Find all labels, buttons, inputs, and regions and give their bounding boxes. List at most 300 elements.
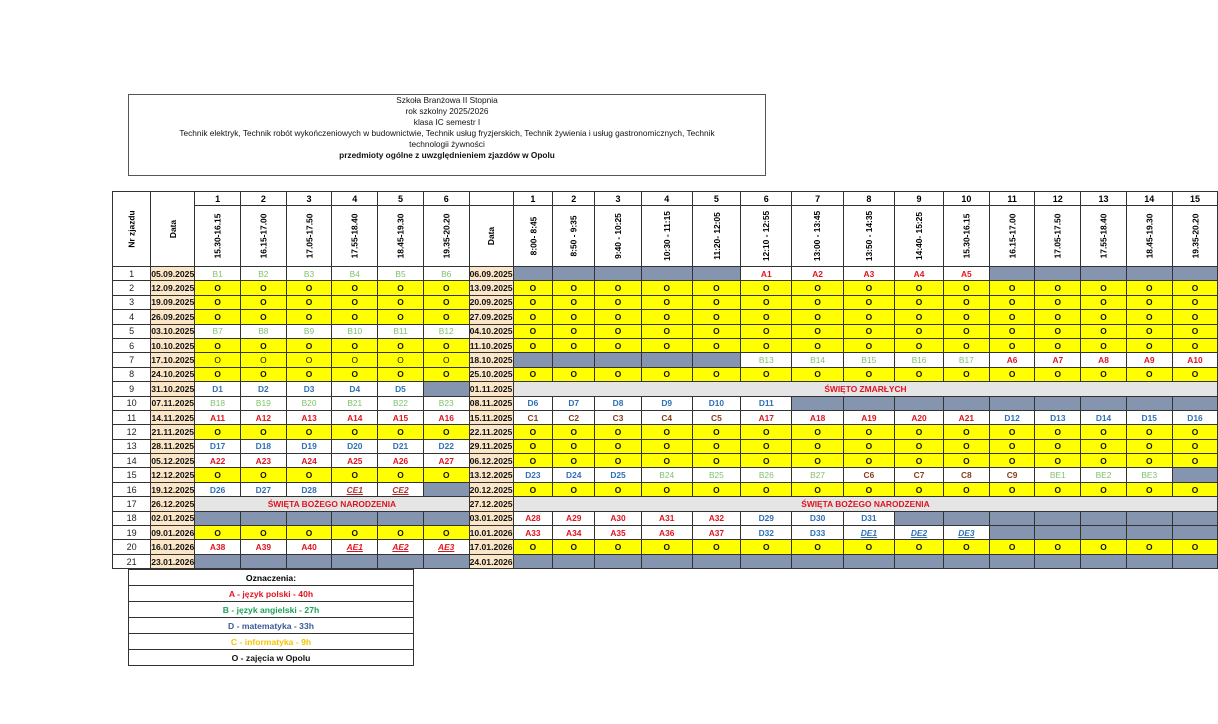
lesson-cell: O [944,425,990,439]
lesson-cell: O [1035,425,1081,439]
lesson-cell: O [513,324,553,338]
lesson-cell: O [1172,295,1218,309]
row-number: 9 [113,382,151,396]
lesson-cell: CE2 [378,482,424,496]
fri-slot-time-label: 17.05-17.50 [304,213,315,259]
lesson-cell: B14 [792,353,843,367]
lesson-cell: O [1172,338,1218,352]
lesson-cell: O [1081,367,1127,381]
empty-slot [553,353,595,367]
lesson-cell: O [989,281,1035,295]
empty-slot [595,353,642,367]
lesson-cell: B6 [423,267,469,281]
lesson-cell: O [792,324,843,338]
lesson-cell: O [792,338,843,352]
lesson-cell: O [1172,540,1218,554]
lesson-cell: O [378,338,424,352]
lesson-cell: A29 [553,511,595,525]
lesson-cell: O [692,338,741,352]
lesson-cell: D23 [513,468,553,482]
lesson-cell: A17 [741,410,792,424]
sat-slot-time [553,206,595,267]
lesson-cell: O [692,482,741,496]
header-times-row [113,206,1218,267]
row-number: 17 [113,497,151,511]
lesson-cell: C6 [843,468,894,482]
saturday-date: 13.12.2025 [469,468,513,482]
lesson-cell: B22 [378,396,424,410]
lesson-cell: D27 [240,482,286,496]
lesson-cell: B2 [240,267,286,281]
sat-slot-number: 15 [1172,192,1218,206]
table-row [113,367,1218,381]
fri-slot-time [240,206,286,267]
sat-slot-time [944,206,990,267]
empty-slot [553,554,595,568]
lesson-cell: CE1 [332,482,378,496]
lesson-cell: O [1172,310,1218,324]
lesson-cell: A3 [843,267,894,281]
table-row [113,497,1218,511]
friday-date: 03.10.2025 [151,324,195,338]
sat-slot-time [792,206,843,267]
lesson-cell: O [1126,367,1172,381]
lesson-cell: BE2 [1081,468,1127,482]
lesson-cell: O [1035,367,1081,381]
lesson-cell: O [553,338,595,352]
lesson-cell: O [641,338,692,352]
lesson-cell: O [692,281,741,295]
row-number: 7 [113,353,151,367]
lesson-cell: D14 [1081,410,1127,424]
table-row [113,267,1218,281]
empty-slot [1172,396,1218,410]
lesson-cell: O [595,367,642,381]
lesson-cell: B20 [286,396,332,410]
lesson-cell: O [1172,454,1218,468]
empty-slot [741,554,792,568]
friday-date: 23.01.2026 [151,554,195,568]
lesson-cell: D33 [792,526,843,540]
lesson-cell: O [553,367,595,381]
lesson-cell: O [843,540,894,554]
lesson-cell: D29 [741,511,792,525]
empty-slot [792,554,843,568]
lesson-cell: B27 [792,468,843,482]
lesson-cell: D21 [378,439,424,453]
lesson-cell: O [641,310,692,324]
lesson-cell: O [423,295,469,309]
lesson-cell: O [895,540,944,554]
lesson-cell: A23 [240,454,286,468]
saturday-date: 15.11.2025 [469,410,513,424]
lesson-cell: B17 [944,353,990,367]
table-row [113,511,1218,525]
saturday-date: 01.11.2025 [469,382,513,396]
saturday-date: 10.01.2026 [469,526,513,540]
empty-slot [843,554,894,568]
saturday-date: 27.12.2025 [469,497,513,511]
table-row [113,554,1218,568]
empty-slot [423,554,469,568]
empty-slot [1172,526,1218,540]
empty-slot [513,267,553,281]
lesson-cell: B24 [641,468,692,482]
empty-slot [1035,396,1081,410]
empty-slot [1126,526,1172,540]
lesson-cell: O [378,310,424,324]
lesson-cell: B19 [240,396,286,410]
sat-slot-time [1035,206,1081,267]
lesson-cell: O [843,425,894,439]
lesson-cell: O [1081,295,1127,309]
lesson-cell: O [792,281,843,295]
friday-date: 12.12.2025 [151,468,195,482]
lesson-cell: O [286,353,332,367]
lesson-cell: O [843,454,894,468]
friday-date: 26.09.2025 [151,310,195,324]
empty-slot [1172,554,1218,568]
lesson-cell: O [423,526,469,540]
table-row [113,295,1218,309]
lesson-cell: A22 [195,454,241,468]
lesson-cell: A14 [332,410,378,424]
lesson-cell: O [1081,425,1127,439]
empty-slot [595,554,642,568]
lesson-cell: O [286,295,332,309]
lesson-cell: O [1126,324,1172,338]
saturday-date: 17.01.2026 [469,540,513,554]
lesson-cell: O [1035,454,1081,468]
holiday-label: ŚWIĘTA BOŻEGO NARODZENIA [513,497,1218,511]
table-row [113,439,1218,453]
lesson-cell: A33 [513,526,553,540]
lesson-cell: O [513,439,553,453]
sat-slot-time-label: 15.30-16.15 [961,213,972,259]
lesson-cell: O [843,367,894,381]
sat-slot-time-label: 8:00- 8:45 [527,216,538,256]
lesson-cell: B15 [843,353,894,367]
lesson-cell: O [989,324,1035,338]
row-number: 19 [113,526,151,540]
row-number: 14 [113,454,151,468]
lesson-cell: O [1081,324,1127,338]
lesson-cell: O [792,310,843,324]
lesson-cell: O [944,367,990,381]
fri-slot-time-label: 18.45-19.30 [395,213,406,259]
lesson-cell: O [741,482,792,496]
lesson-cell: C9 [989,468,1035,482]
sat-slot-number: 7 [792,192,843,206]
fri-slot-time [286,206,332,267]
empty-slot [553,267,595,281]
lesson-cell: B1 [195,267,241,281]
lesson-cell: O [895,367,944,381]
lesson-cell: O [989,338,1035,352]
saturday-date: 06.12.2025 [469,454,513,468]
sat-slot-time-label: 11:20- 12:05 [711,212,722,260]
sat-slot-time-label: 8:50 - 9:35 [568,215,579,257]
lesson-cell: O [195,310,241,324]
table-row [113,526,1218,540]
school-year: rok szkolny 2025/2026 [405,106,489,116]
lesson-cell: O [895,454,944,468]
lesson-cell: O [195,526,241,540]
lesson-cell: O [240,295,286,309]
table-row [113,310,1218,324]
table-row [113,382,1218,396]
sat-slot-number: 3 [595,192,642,206]
lesson-cell: A9 [1126,353,1172,367]
empty-slot [989,396,1035,410]
empty-slot [286,554,332,568]
lesson-cell: D19 [286,439,332,453]
lesson-cell: O [944,295,990,309]
saturday-date: 03.01.2025 [469,511,513,525]
lesson-cell: O [741,425,792,439]
lesson-cell: D12 [989,410,1035,424]
table-row [113,468,1218,482]
lesson-cell: O [195,295,241,309]
fri-slot-number: 5 [378,192,424,206]
empty-slot [792,396,843,410]
lesson-cell: D22 [423,439,469,453]
lesson-cell: A24 [286,454,332,468]
lesson-cell: O [553,540,595,554]
lesson-cell: O [641,295,692,309]
sat-slot-time-label: 18.45-19.30 [1144,213,1155,259]
lesson-cell: O [641,540,692,554]
lesson-cell: A15 [378,410,424,424]
friday-date: 10.10.2025 [151,338,195,352]
row-number: 4 [113,310,151,324]
lesson-cell: O [843,310,894,324]
col-header-date-label: Data [486,226,497,246]
lesson-cell: A36 [641,526,692,540]
lesson-cell: O [792,439,843,453]
lesson-cell: C3 [595,410,642,424]
empty-slot [513,554,553,568]
lesson-cell: O [895,482,944,496]
fri-slot-time-label: 15.30-16.15 [212,213,223,259]
lesson-cell: O [423,468,469,482]
lesson-cell: O [513,367,553,381]
lesson-cell: O [332,367,378,381]
sat-slot-number: 13 [1081,192,1127,206]
lesson-cell: A27 [423,454,469,468]
sat-slot-time [1126,206,1172,267]
friday-date: 05.09.2025 [151,267,195,281]
sat-slot-number: 12 [1035,192,1081,206]
legend-item-math: D - matematyka - 33h [129,618,414,634]
lesson-cell: O [1035,338,1081,352]
lesson-cell: O [989,454,1035,468]
lesson-cell: D10 [692,396,741,410]
row-number: 16 [113,482,151,496]
sat-slot-time [741,206,792,267]
row-number: 20 [113,540,151,554]
lesson-cell: D17 [195,439,241,453]
col-header-sat-date [469,206,513,267]
empty-slot [332,554,378,568]
empty-slot [1035,554,1081,568]
lesson-cell: O [595,425,642,439]
lesson-cell: O [423,353,469,367]
empty-slot [195,554,241,568]
lesson-cell: DE3 [944,526,990,540]
sat-slot-time [692,206,741,267]
row-number: 8 [113,367,151,381]
lesson-cell: A38 [195,540,241,554]
lesson-cell: O [1172,324,1218,338]
friday-date: 09.01.2026 [151,526,195,540]
lesson-cell: O [741,281,792,295]
empty-slot [944,554,990,568]
lesson-cell: O [989,540,1035,554]
lesson-cell: O [286,338,332,352]
legend-item-polish: A - język polski - 40h [129,586,414,602]
lesson-cell: O [332,295,378,309]
saturday-date: 11.10.2025 [469,338,513,352]
fri-slot-time [332,206,378,267]
class-info: klasa IC semestr I [413,117,481,127]
sat-slot-number: 14 [1126,192,1172,206]
lesson-cell: O [553,425,595,439]
lesson-cell: O [195,353,241,367]
lesson-cell: O [989,367,1035,381]
lesson-cell: O [513,454,553,468]
lesson-cell: A28 [513,511,553,525]
fri-slot-time-label: 17.55-18.40 [349,213,360,259]
friday-date: 21.11.2025 [151,425,195,439]
lesson-cell: O [1126,439,1172,453]
lesson-cell: O [286,425,332,439]
lesson-cell: O [595,454,642,468]
sat-slot-time-label: 13:00 - 13:45 [812,210,823,262]
friday-date: 19.12.2025 [151,482,195,496]
lesson-cell: O [792,454,843,468]
lesson-cell: A21 [944,410,990,424]
sat-slot-time-label: 17.05-17.50 [1052,213,1063,259]
sat-slot-time-label: 19.35-20.20 [1189,213,1200,259]
schedule-table [112,191,1218,569]
lesson-cell: A6 [989,353,1035,367]
empty-slot [989,526,1035,540]
row-number: 5 [113,324,151,338]
lesson-cell: O [944,324,990,338]
empty-slot [1126,267,1172,281]
table-row [113,482,1218,496]
lesson-cell: O [1172,425,1218,439]
holiday-label: ŚWIĘTO ZMARŁYCH [513,382,1218,396]
lesson-cell: O [286,281,332,295]
lesson-cell: A40 [286,540,332,554]
lesson-cell: O [843,281,894,295]
row-number: 2 [113,281,151,295]
lesson-cell: O [423,425,469,439]
sat-slot-number: 8 [843,192,894,206]
lesson-cell: O [895,324,944,338]
lesson-cell: D4 [332,382,378,396]
lesson-cell: D11 [741,396,792,410]
lesson-cell: A31 [641,511,692,525]
fri-slot-number: 1 [195,192,241,206]
lesson-cell: O [240,468,286,482]
lesson-cell: O [423,338,469,352]
empty-slot [1081,396,1127,410]
lesson-cell: A34 [553,526,595,540]
table-row [113,281,1218,295]
lesson-cell: O [595,540,642,554]
empty-slot [692,353,741,367]
lesson-cell: O [1081,454,1127,468]
lesson-cell: D15 [1126,410,1172,424]
lesson-cell: O [641,281,692,295]
lesson-cell: O [895,295,944,309]
empty-slot [989,267,1035,281]
row-number: 1 [113,267,151,281]
lesson-cell: D2 [240,382,286,396]
lesson-cell: D16 [1172,410,1218,424]
friday-date: 07.11.2025 [151,396,195,410]
lesson-cell: D28 [286,482,332,496]
lesson-cell: B3 [286,267,332,281]
lesson-cell: O [195,367,241,381]
sat-slot-number: 4 [641,192,692,206]
sat-slot-number: 1 [513,192,553,206]
professions-line-1: Technik elektryk, Technik robót wykończeniowych w budownictwie, Technik usług fryzjerskich, Technik żywienia i usług gastronomicznych, Technik [179,128,715,138]
lesson-cell: B25 [692,468,741,482]
lesson-cell: D31 [843,511,894,525]
empty-slot [332,511,378,525]
row-number: 18 [113,511,151,525]
legend-item-opole: O - zajęcia w Opolu [129,650,414,666]
fri-slot-number: 6 [423,192,469,206]
lesson-cell: O [378,425,424,439]
lesson-cell: BE1 [1035,468,1081,482]
lesson-cell: O [1172,281,1218,295]
empty-slot [692,554,741,568]
col-header-date-label: Data [167,219,178,239]
lesson-cell: O [1081,310,1127,324]
empty-slot [895,511,944,525]
table-row [113,425,1218,439]
friday-date: 19.09.2025 [151,295,195,309]
table-row [113,353,1218,367]
lesson-cell: O [553,295,595,309]
lesson-cell: D1 [195,382,241,396]
lesson-cell: D25 [595,468,642,482]
col-header-nr [113,192,151,267]
lesson-cell: B23 [423,396,469,410]
lesson-cell: B18 [195,396,241,410]
lesson-cell: A12 [240,410,286,424]
lesson-cell: A37 [692,526,741,540]
lesson-cell: A39 [240,540,286,554]
lesson-cell: AE2 [378,540,424,554]
lesson-cell: O [989,295,1035,309]
saturday-date: 08.11.2025 [469,396,513,410]
lesson-cell: A10 [1172,353,1218,367]
lesson-cell: D5 [378,382,424,396]
empty-slot [240,554,286,568]
lesson-cell: O [944,482,990,496]
lesson-cell: B5 [378,267,424,281]
sat-slot-time-label: 12:10 - 12:55 [761,210,772,262]
empty-slot [989,554,1035,568]
lesson-cell: O [286,526,332,540]
friday-date: 12.09.2025 [151,281,195,295]
